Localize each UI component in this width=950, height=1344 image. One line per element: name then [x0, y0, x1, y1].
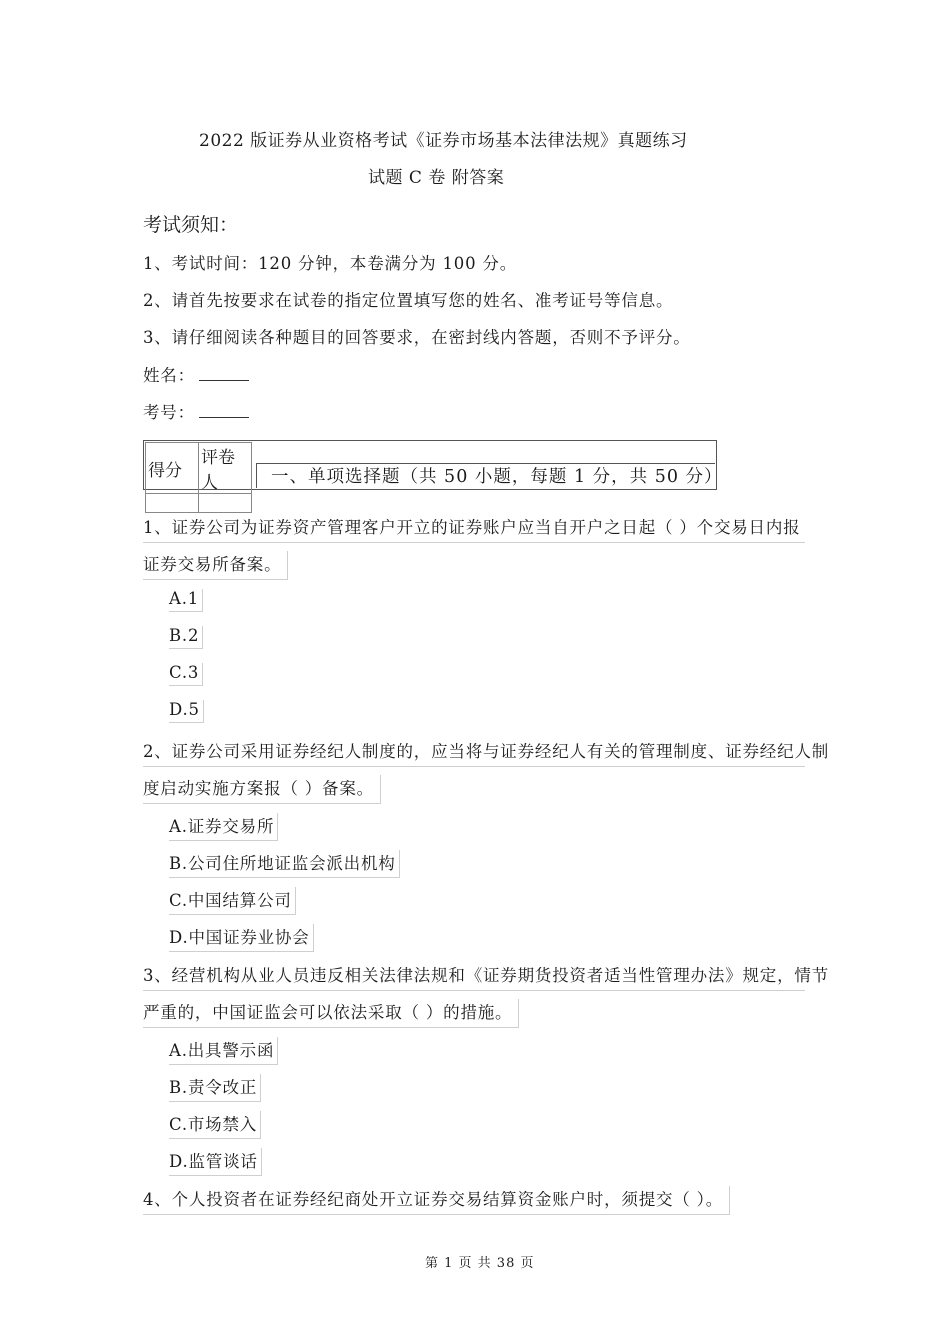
question-2-option-d[interactable]: D.中国证券业协会	[169, 924, 314, 952]
question-3-line-2: 严重的，中国证监会可以依法采取（ ）的措施。	[143, 999, 519, 1028]
question-1-option-b[interactable]: B.2	[169, 626, 203, 649]
name-field[interactable]	[143, 362, 249, 386]
question-3-option-b[interactable]: B.责令改正	[169, 1074, 261, 1102]
question-3-option-c[interactable]: C.市场禁入	[169, 1111, 261, 1139]
grader-header: 评卷人	[199, 443, 252, 494]
question-3-option-a[interactable]: A.出具警示函	[169, 1037, 278, 1065]
document-title: 2022 版证券从业资格考试《证券市场基本法律法规》真题练习	[199, 131, 688, 151]
page-number: 第 1 页 共 38 页	[425, 1256, 535, 1271]
question-2-option-b[interactable]: B.公司住所地证监会派出机构	[169, 850, 400, 878]
question-1-option-d[interactable]: D.5	[169, 700, 204, 723]
notice-item-3: 3、请仔细阅读各种题目的回答要求，在密封线内答题，否则不予评分。	[143, 328, 691, 347]
question-1-option-c[interactable]: C.3	[169, 663, 203, 686]
question-4-line-1: 4、个人投资者在证券经纪商处开立证券交易结算资金账户时，须提交（ ）。	[143, 1186, 730, 1215]
name-blank[interactable]	[199, 366, 249, 381]
document-subtitle: 试题 C 卷 附答案	[368, 168, 505, 188]
exam-id-blank[interactable]	[199, 403, 249, 418]
section-title: 一、单项选择题（共 50 小题，每题 1 分，共 50 分）	[256, 463, 715, 488]
name-label: 姓名：	[143, 366, 195, 385]
score-header: 得分	[146, 443, 199, 494]
notice-heading: 考试须知：	[143, 214, 239, 236]
question-2-line-2: 度启动实施方案报（ ）备案。	[143, 775, 381, 804]
score-table	[145, 442, 252, 513]
score-cell[interactable]	[146, 494, 199, 513]
notice-item-2: 2、请首先按要求在试卷的指定位置填写您的姓名、准考证号等信息。	[143, 291, 674, 310]
notice-item-1: 1、考试时间：120 分钟，本卷满分为 100 分。	[143, 254, 518, 273]
grader-cell[interactable]	[199, 494, 252, 513]
exam-id-field[interactable]	[143, 399, 249, 423]
question-3-option-d[interactable]: D.监管谈话	[169, 1148, 262, 1176]
question-3-line-1: 3、经营机构从业人员违反相关法律法规和《证券期货投资者适当性管理办法》规定，情节	[143, 962, 805, 991]
exam-id-label: 考号：	[143, 403, 195, 422]
question-2-option-c[interactable]: C.中国结算公司	[169, 887, 296, 915]
question-2-line-1: 2、证券公司采用证券经纪人制度的，应当将与证券经纪人有关的管理制度、证券经纪人制	[143, 738, 805, 767]
question-1-option-a[interactable]: A.1	[169, 589, 203, 612]
question-1-line-1: 1、证券公司为证券资产管理客户开立的证券账户应当自开户之日起（ ）个交易日内报	[143, 514, 805, 543]
question-2-option-a[interactable]: A.证券交易所	[169, 813, 278, 841]
question-1-line-2: 证券交易所备案。	[143, 551, 288, 580]
